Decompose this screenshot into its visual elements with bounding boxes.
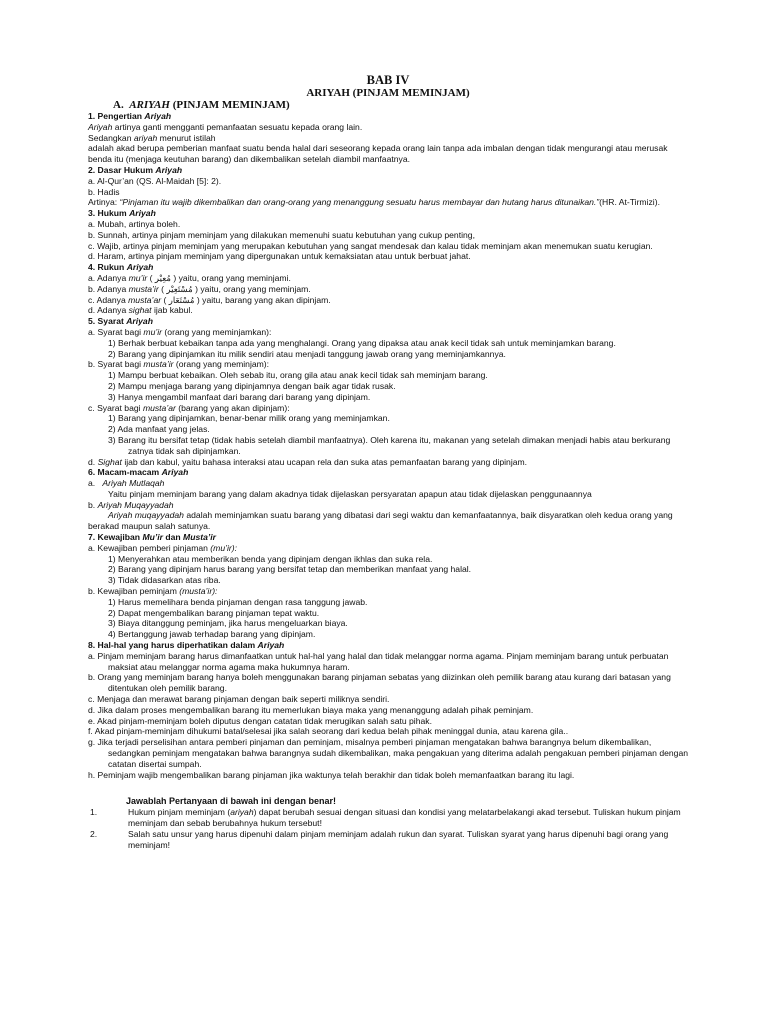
heading-hal-hal: 8. Hal-hal yang harus diperhatikan dalam Ariyah	[88, 640, 285, 651]
heading-rukun: 4. Rukun Ariyah	[88, 262, 154, 273]
list-item: e. Akad pinjam-meminjam boleh diputus dengan catatan tidak merugikan salah satu pihak.	[88, 715, 432, 726]
sub-item: 2) Mampu menjaga barang yang dipinjamnya dengan baik agar tidak rusak.	[108, 380, 396, 391]
sub-item: 1) Menyerahkan atau memberikan benda yang dipinjam dengan ikhlas dan suka rela.	[108, 553, 433, 564]
paragraph: Ariyah muqayyadah adalah meminjamkan suatu barang yang dibatasi dari segi waktu dan kemanfaatannya, baik disyaratkan oleh kedua orang yang berakad maupun salah satunya.	[88, 510, 673, 532]
sub-item: 3) Hanya mengambil manfaat dari barang dari barang yang dipinjam.	[108, 391, 371, 402]
paragraph: Ariyah artinya ganti mengganti pemanfaatan sesuatu kepada orang lain.	[88, 121, 363, 132]
list-item: d. Sighat ijab dan kabul, yaitu bahasa interaksi atau ucapan rela dan suka atas pemanfaatan barang yang dipinjam.	[88, 456, 528, 467]
sub-item: 1) Barang yang dipinjamkan, benar-benar milik orang yang meminjamkan.	[108, 413, 390, 424]
sub-item: 4) Bertanggung jawab terhadap barang yang dipinjam.	[108, 629, 316, 640]
sub-item: 2) Ada manfaat yang jelas.	[108, 424, 210, 435]
sub-item: 3) Barang itu bersifat tetap (tidak habis setelah diambil manfaatnya). Oleh karena itu, makanan yang setelah dimakan menjadi habis atau berkurang zatnya tidak sah dipinjamkan.	[108, 434, 671, 456]
list-item: b. Adanya musta’ir ( مُسْتَعِيْر ) yaitu, orang yang meminjam.	[88, 283, 311, 294]
sub-item: 1) Mampu berbuat kebaikan. Oleh sebab itu, orang gila atau anak kecil tidak sah meminjam barang.	[108, 370, 488, 381]
heading-hukum: 3. Hukum Ariyah	[88, 208, 156, 219]
list-item: c. Wajib, artinya pinjam meminjam yang merupakan kebutuhan yang sangat mendesak dan kalau tidak meminjam akan menemukan suatu kerugian.	[88, 240, 653, 251]
list-item: a. Al-Qur’an (QS. Al-Maidah [5]: 2).	[88, 175, 222, 186]
list-item: c. Syarat bagi musta’ar (barang yang akan dipinjam):	[88, 402, 290, 413]
document-page	[88, 74, 688, 850]
paragraph: Yaitu pinjam meminjam barang yang dalam akadnya tidak dijelaskan persyaratan apapun atau tidak dijelaskan penggunaannya	[108, 488, 592, 499]
sub-item: 3) Tidak didasarkan atas riba.	[108, 575, 221, 586]
section-a-heading: A. ARIYAH (PINJAM MEMINJAM)	[113, 99, 290, 111]
list-item: h. Peminjam wajib mengembalikan barang pinjaman jika waktunya telah berakhir dan tidak boleh memanfaatkan barang itu lagi.	[88, 769, 575, 780]
question-item: 2. Salah satu unsur yang harus dipenuhi dalam pinjam meminjam adalah rukun dan syarat. Tuliskan syarat yang harus dipenuhi bagi orang yang meminjam!	[90, 828, 669, 850]
questions-heading: Jawablah Pertanyaan di bawah ini dengan benar!	[126, 796, 337, 807]
heading-syarat: 5. Syarat Ariyah	[88, 316, 153, 327]
list-item: f. Akad pinjam-meminjam dihukumi batal/selesai jika salah seorang dari kedua belah pihak meninggal dunia, atau karena gila..	[88, 726, 569, 737]
list-item: b. Kewajiban peminjam (musta’ir):	[88, 586, 218, 597]
heading-kewajiban: 7. Kewajiban Mu’ir dan Musta’ir	[88, 532, 216, 543]
chapter-title: BAB IV	[366, 73, 410, 87]
list-item: b. Hadis	[88, 186, 120, 197]
chapter-subtitle: ARIYAH (PINJAM MEMINJAM)	[306, 87, 470, 99]
list-item: c. Adanya musta’ar ( مُسْتَعَار ) yaitu, barang yang akan dipinjam.	[88, 294, 331, 305]
list-item: a. Ariyah Mutlaqah	[88, 478, 165, 489]
heading-pengertian: 1. Pengertian Ariyah	[88, 111, 172, 121]
list-item: a. Syarat bagi mu’ir (orang yang meminjamkan):	[88, 326, 272, 337]
paragraph: adalah akad berupa pemberian manfaat suatu benda halal dari seseorang kepada orang lain tanpa ada imbalan dengan tidak mengurangi atau merusak benda itu (menjaga keutuhan barang) dan dikembalikan setelah diambil manfaatnya.	[88, 143, 668, 165]
list-item: a. Adanya mu’ir ( مُعِيْر ) yaitu, orang yang meminjami.	[88, 272, 291, 283]
heading-dasar-hukum: 2. Dasar Hukum Ariyah	[88, 164, 183, 175]
list-item: c. Menjaga dan merawat barang pinjaman dengan baik seperti miliknya sendiri.	[88, 694, 390, 705]
sub-item: 1) Harus memelihara benda pinjaman dengan rasa tanggung jawab.	[108, 596, 368, 607]
list-item: b. Ariyah Muqayyadah	[88, 499, 174, 510]
sub-item: 2) Dapat mengembalikan barang pinjaman tepat waktu.	[108, 607, 320, 618]
sub-item: 1) Berhak berbuat kebaikan tanpa ada yang menghalangi. Orang yang dipaksa atau anak kecil tidak sah untuk meminjamkan barang.	[108, 337, 616, 348]
list-item: d. Adanya sighat ijab kabul.	[88, 305, 193, 316]
sub-item: 2) Barang yang dipinjam harus barang yang bersifat tetap dan memberikan manfaat yang halal.	[108, 564, 472, 575]
list-item: g. Jika terjadi perselisihan antara pemberi pinjaman dan peminjam, misalnya pemberi pinjaman mengatakan bahwa barangnya belum dikembalikan, sedangkan peminjam mengatakan bahwa barangnya sudah dikembalikan, maka pengakuan yang diterima adalah pengakuan pemberi pinjaman dengan catatan disertai sumpah.	[88, 737, 688, 769]
sub-item: 2) Barang yang dipinjamkan itu milik sendiri atau menjadi tanggung jawab orang yang meminjamkannya.	[108, 348, 506, 359]
list-item: d. Haram, artinya pinjam meminjam yang dipergunakan untuk kemaksiatan atau untuk berbuat jahat.	[88, 251, 471, 262]
list-item: a. Pinjam meminjam barang harus dimanfaatkan untuk hal-hal yang halal dan tidak melanggar norma agama. Pinjam meminjam barang untuk perbuatan maksiat atau melanggar norma agama maka hukumnya haram.	[88, 650, 669, 672]
sub-item: 3) Biaya ditanggung peminjam, jika harus mengeluarkan biaya.	[108, 618, 348, 629]
list-item: a. Kewajiban pemberi pinjaman (mu’ir):	[88, 542, 238, 553]
list-item: a. Mubah, artinya boleh.	[88, 218, 181, 229]
list-item: b. Orang yang meminjam barang hanya boleh menggunakan barang pinjaman sebatas yang diizinkan oleh pemilik barang atau kurang dari batasan yang ditentukan oleh pemilik barang.	[88, 672, 671, 694]
question-item: 1. Hukum pinjam meminjam (ariyah) dapat berubah sesuai dengan situasi dan kondisi yang melatarbelakangi akad tersebut. Tuliskan hukum pinjam meminjam dan sebab berubahnya hukum tersebut!	[90, 807, 681, 828]
paragraph: Sedangkan ariyah menurut istilah	[88, 132, 216, 143]
list-item: b. Syarat bagi musta’ir (orang yang meminjam):	[88, 359, 270, 370]
list-item: d. Jika dalam proses mengembalikan barang itu memerlukan biaya maka yang menanggung adalah pihak peminjam.	[88, 704, 534, 715]
paragraph: Artinya: “Pinjaman itu wajib dikembalikan dan orang-orang yang menanggung sesuatu harus membayar dan hutang harus ditunaikan.”(HR. At-Tirmizi).	[88, 197, 660, 208]
questions-section	[88, 796, 688, 850]
heading-macam: 6. Macam-macam Ariyah	[88, 467, 189, 478]
list-item: b. Sunnah, artinya pinjam meminjam yang dilakukan memenuhi suatu kebutuhan yang cukup penting,	[88, 229, 475, 240]
